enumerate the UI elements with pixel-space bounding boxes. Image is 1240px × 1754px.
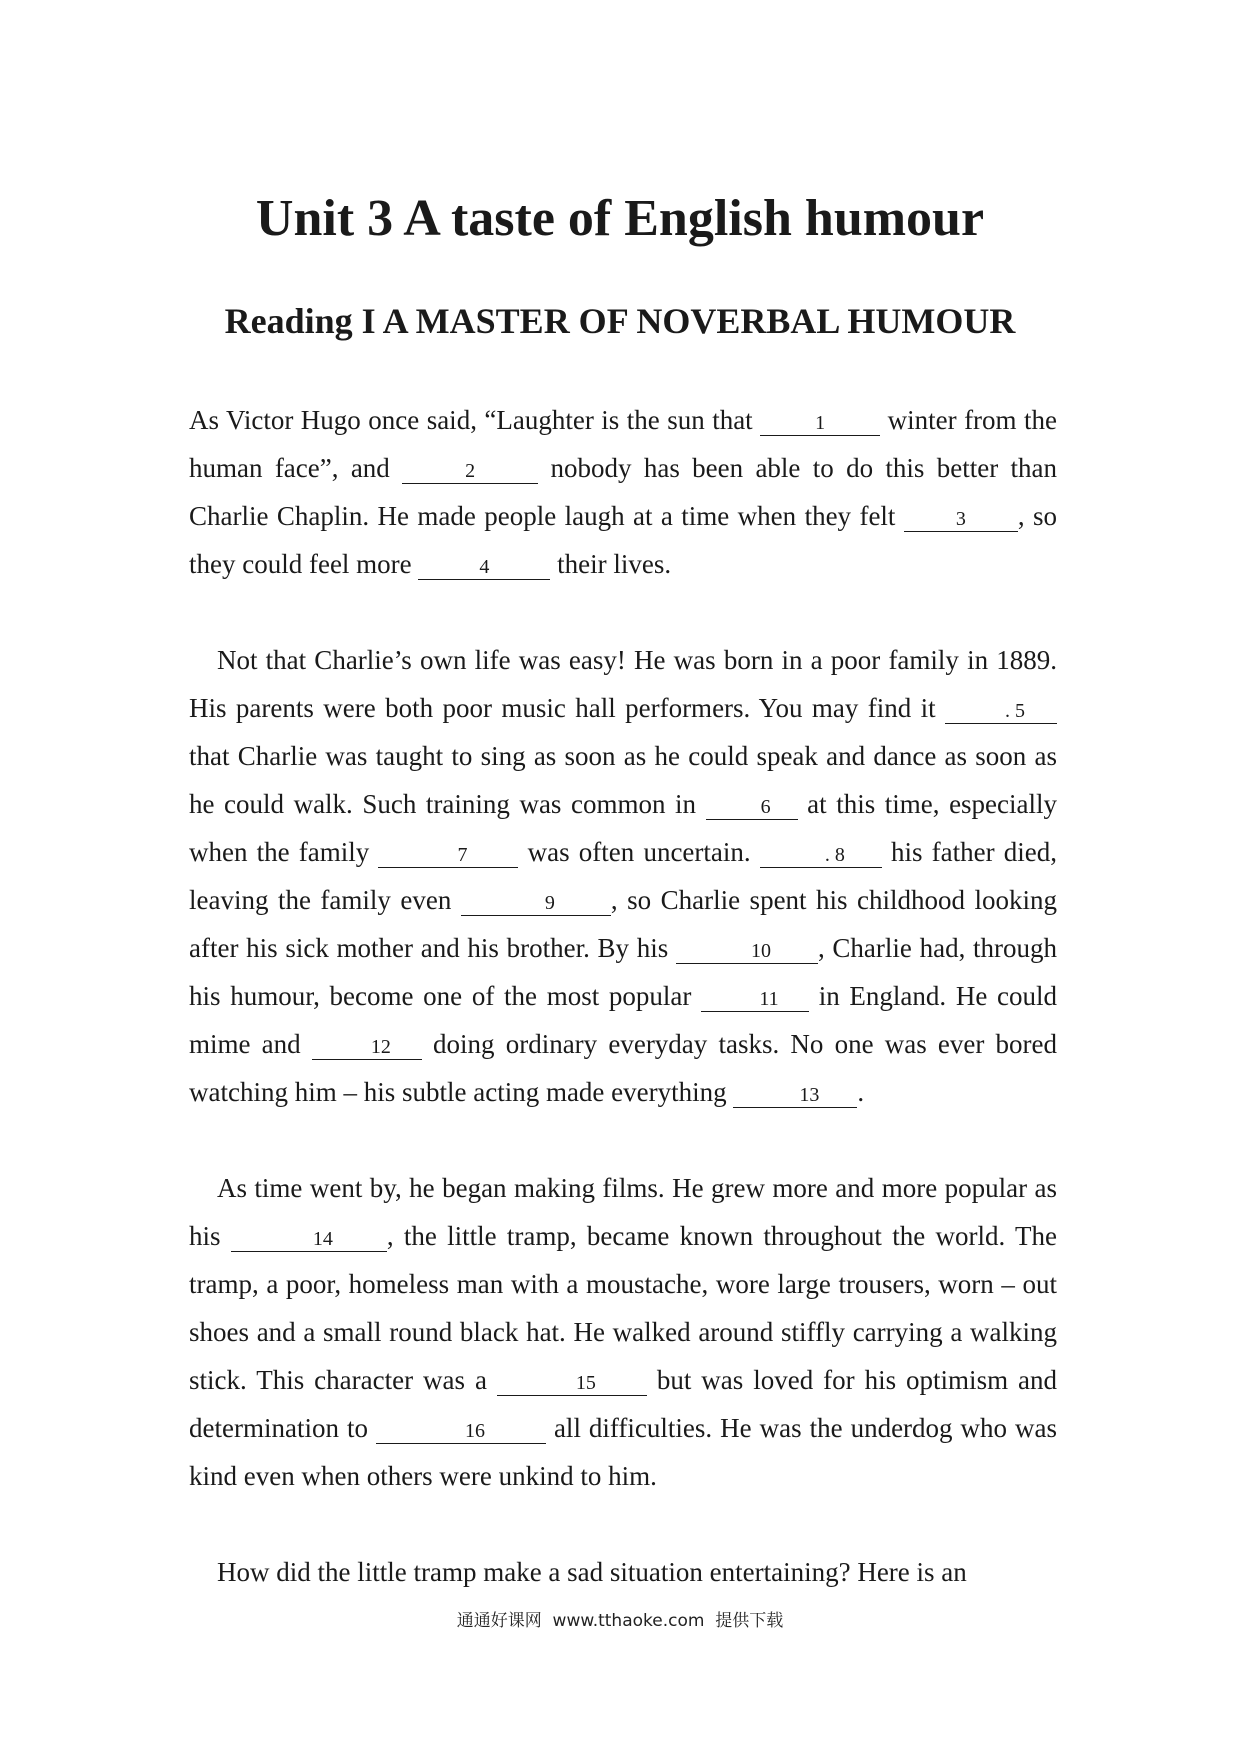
paragraph-1 [189, 396, 1057, 588]
text-segment: nobody has been able to do this better than Charlie Chaplin. He made people laugh at a time when they felt [189, 453, 1058, 531]
text-segment: . [857, 1077, 865, 1107]
blank-1: 1 [760, 411, 880, 436]
blank-8: . 8 [760, 843, 882, 868]
blank-6: 6 [706, 795, 798, 820]
text-segment: winter from the human face”, and [189, 405, 1057, 483]
text-segment: , Charlie had, through his humour, become one of the most popular [189, 933, 1058, 1011]
blank-2: 2 [402, 459, 538, 484]
blank-5: . 5 [945, 699, 1057, 724]
blank-11: 11 [701, 987, 809, 1012]
text-segment: , so Charlie spent his childhood looking after his sick mother and his brother. By his [189, 885, 1058, 963]
paragraph-2 [189, 636, 1057, 1116]
blank-12: 12 [312, 1035, 422, 1060]
page-footer: 通通好课网 www.tthaoke.com 提供下载 [456, 1611, 784, 1631]
blank-13: 13 [733, 1083, 857, 1108]
text-segment: was often uncertain. [527, 837, 751, 867]
text-segment: but was loved for his optimism and determination to [189, 1365, 1058, 1443]
blank-4: 4 [418, 555, 550, 580]
text-segment: in England. He could mime and [189, 981, 1058, 1059]
text-segment: , so they could feel more [189, 501, 1058, 579]
text-segment: at this time, especially when the family [189, 789, 1058, 867]
document-title: Unit 3 A taste of English humour [255, 190, 985, 247]
text-segment: that Charlie was taught to sing as soon as he could speak and dance as soon as he could walk. Such training was common in [189, 741, 1057, 819]
text-segment: As time went by, he began making films. He grew more and more popular as his [189, 1173, 1057, 1251]
text-segment: all difficulties. He was the underdog who was kind even when others were unkind to him. [189, 1413, 1058, 1491]
text-segment: As Victor Hugo once said, “Laughter is the sun that [189, 405, 753, 435]
reading-subtitle: Reading I A MASTER OF NOVERBAL HUMOUR [224, 301, 1016, 341]
blank-7: 7 [378, 843, 518, 868]
text-segment: , the little tramp, became known throughout the world. The tramp, a poor, homeless man with a moustache, wore large trousers, worn – out shoes and a small round black hat. He walked around stiffly carrying a walking stick. This character was a [189, 1221, 1057, 1395]
text-segment: How did the little tramp make a sad situation entertaining? Here is an [217, 1557, 967, 1587]
blank-15: 15 [497, 1371, 647, 1396]
text-segment: his father died, leaving the family even [189, 837, 1058, 915]
paragraph-3 [189, 1164, 1057, 1500]
text-segment: doing ordinary everyday tasks. No one was ever bored watching him – his subtle acting made everything [189, 1029, 1058, 1107]
blank-9: 9 [461, 891, 611, 916]
blank-3: 3 [904, 507, 1018, 532]
text-segment: Not that Charlie’s own life was easy! He was born in a poor family in 1889. His parents were both poor music hall performers. You may find it [189, 645, 1057, 723]
paragraph-4 [189, 1548, 1057, 1596]
blank-10: 10 [676, 939, 818, 964]
blank-14: 14 [231, 1227, 387, 1252]
text-segment: their lives. [557, 549, 672, 579]
blank-16: 16 [376, 1419, 546, 1444]
